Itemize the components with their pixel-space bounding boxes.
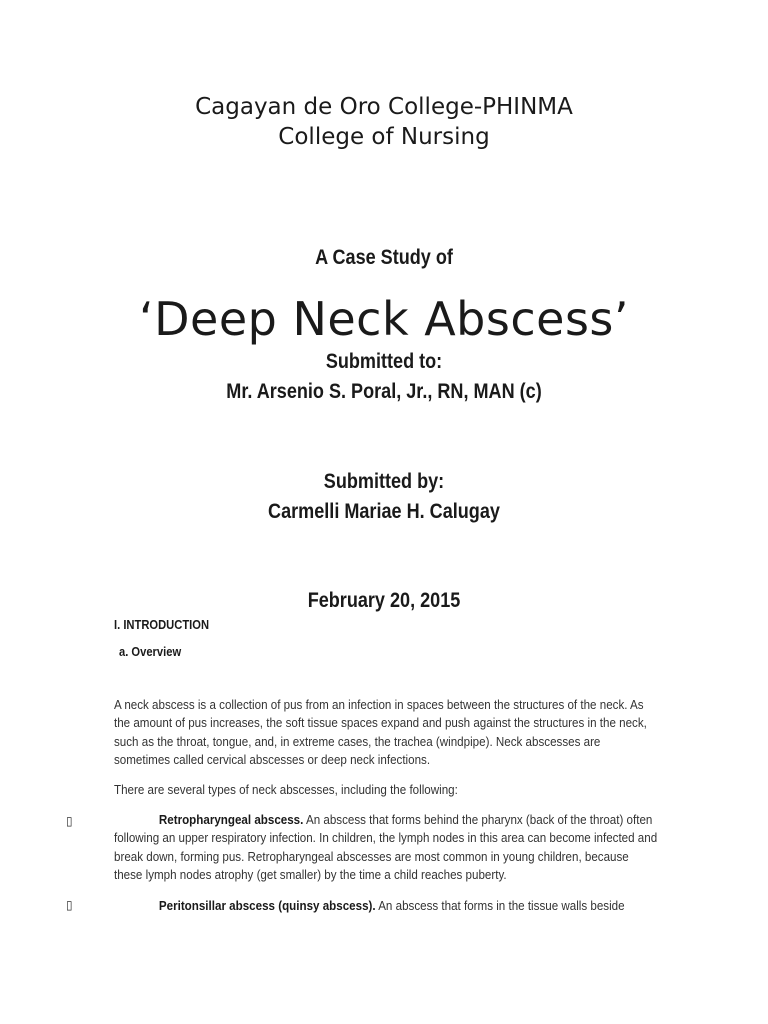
list-item	[114, 811, 660, 884]
submitted-to-label: Submitted to:	[325, 350, 443, 373]
list-item	[114, 897, 660, 915]
college-name: Cagayan de Oro College-PHINMA	[195, 94, 573, 120]
subsection-heading: a. Overview	[119, 644, 182, 659]
college-department: College of Nursing	[278, 124, 490, 150]
section-heading: I. INTRODUCTION	[114, 617, 210, 632]
list-item-term: Retropharyngeal abscess.	[158, 812, 304, 827]
list-item-text: An abscess that forms in the tissue walls beside	[375, 898, 625, 913]
list-item-term: Peritonsillar abscess (quinsy abscess).	[158, 898, 376, 913]
bullet-marker-icon: ▯	[66, 898, 73, 912]
bullet-marker-icon: ▯	[66, 814, 73, 828]
submitted-by-label: Submitted by:	[323, 470, 445, 493]
types-intro-paragraph: There are several types of neck abscesses, including the following:	[114, 782, 458, 797]
list-item-text: An abscess that forms behind the pharynx (back of the throat) often following an upper respiratory infection. In children, the lymph nodes in this area can become infected and break down, forming pus. Retropharyngeal abscesses are most common in young children, because these lymph nodes atrophy (get smaller) by the time a child reaches puberty.	[114, 812, 658, 882]
submitted-by-name: Carmelli Mariae H. Calugay	[268, 500, 500, 523]
submitted-to-name: Mr. Arsenio S. Poral, Jr., RN, MAN (c)	[226, 380, 542, 403]
submission-date: February 20, 2015	[307, 589, 461, 612]
document-title: ‘Deep Neck Abscess’	[138, 292, 629, 346]
overview-paragraph: A neck abscess is a collection of pus from an infection in spaces between the structures of the neck. As the amount of pus increases, the soft tissue spaces expand and push against the structures in the neck, such as the throat, tongue, and, in extreme cases, the trachea (windpipe). Neck abscesses are sometimes called cervical abscesses or deep neck infections.	[114, 697, 647, 767]
case-study-label: A Case Study of	[315, 246, 453, 269]
